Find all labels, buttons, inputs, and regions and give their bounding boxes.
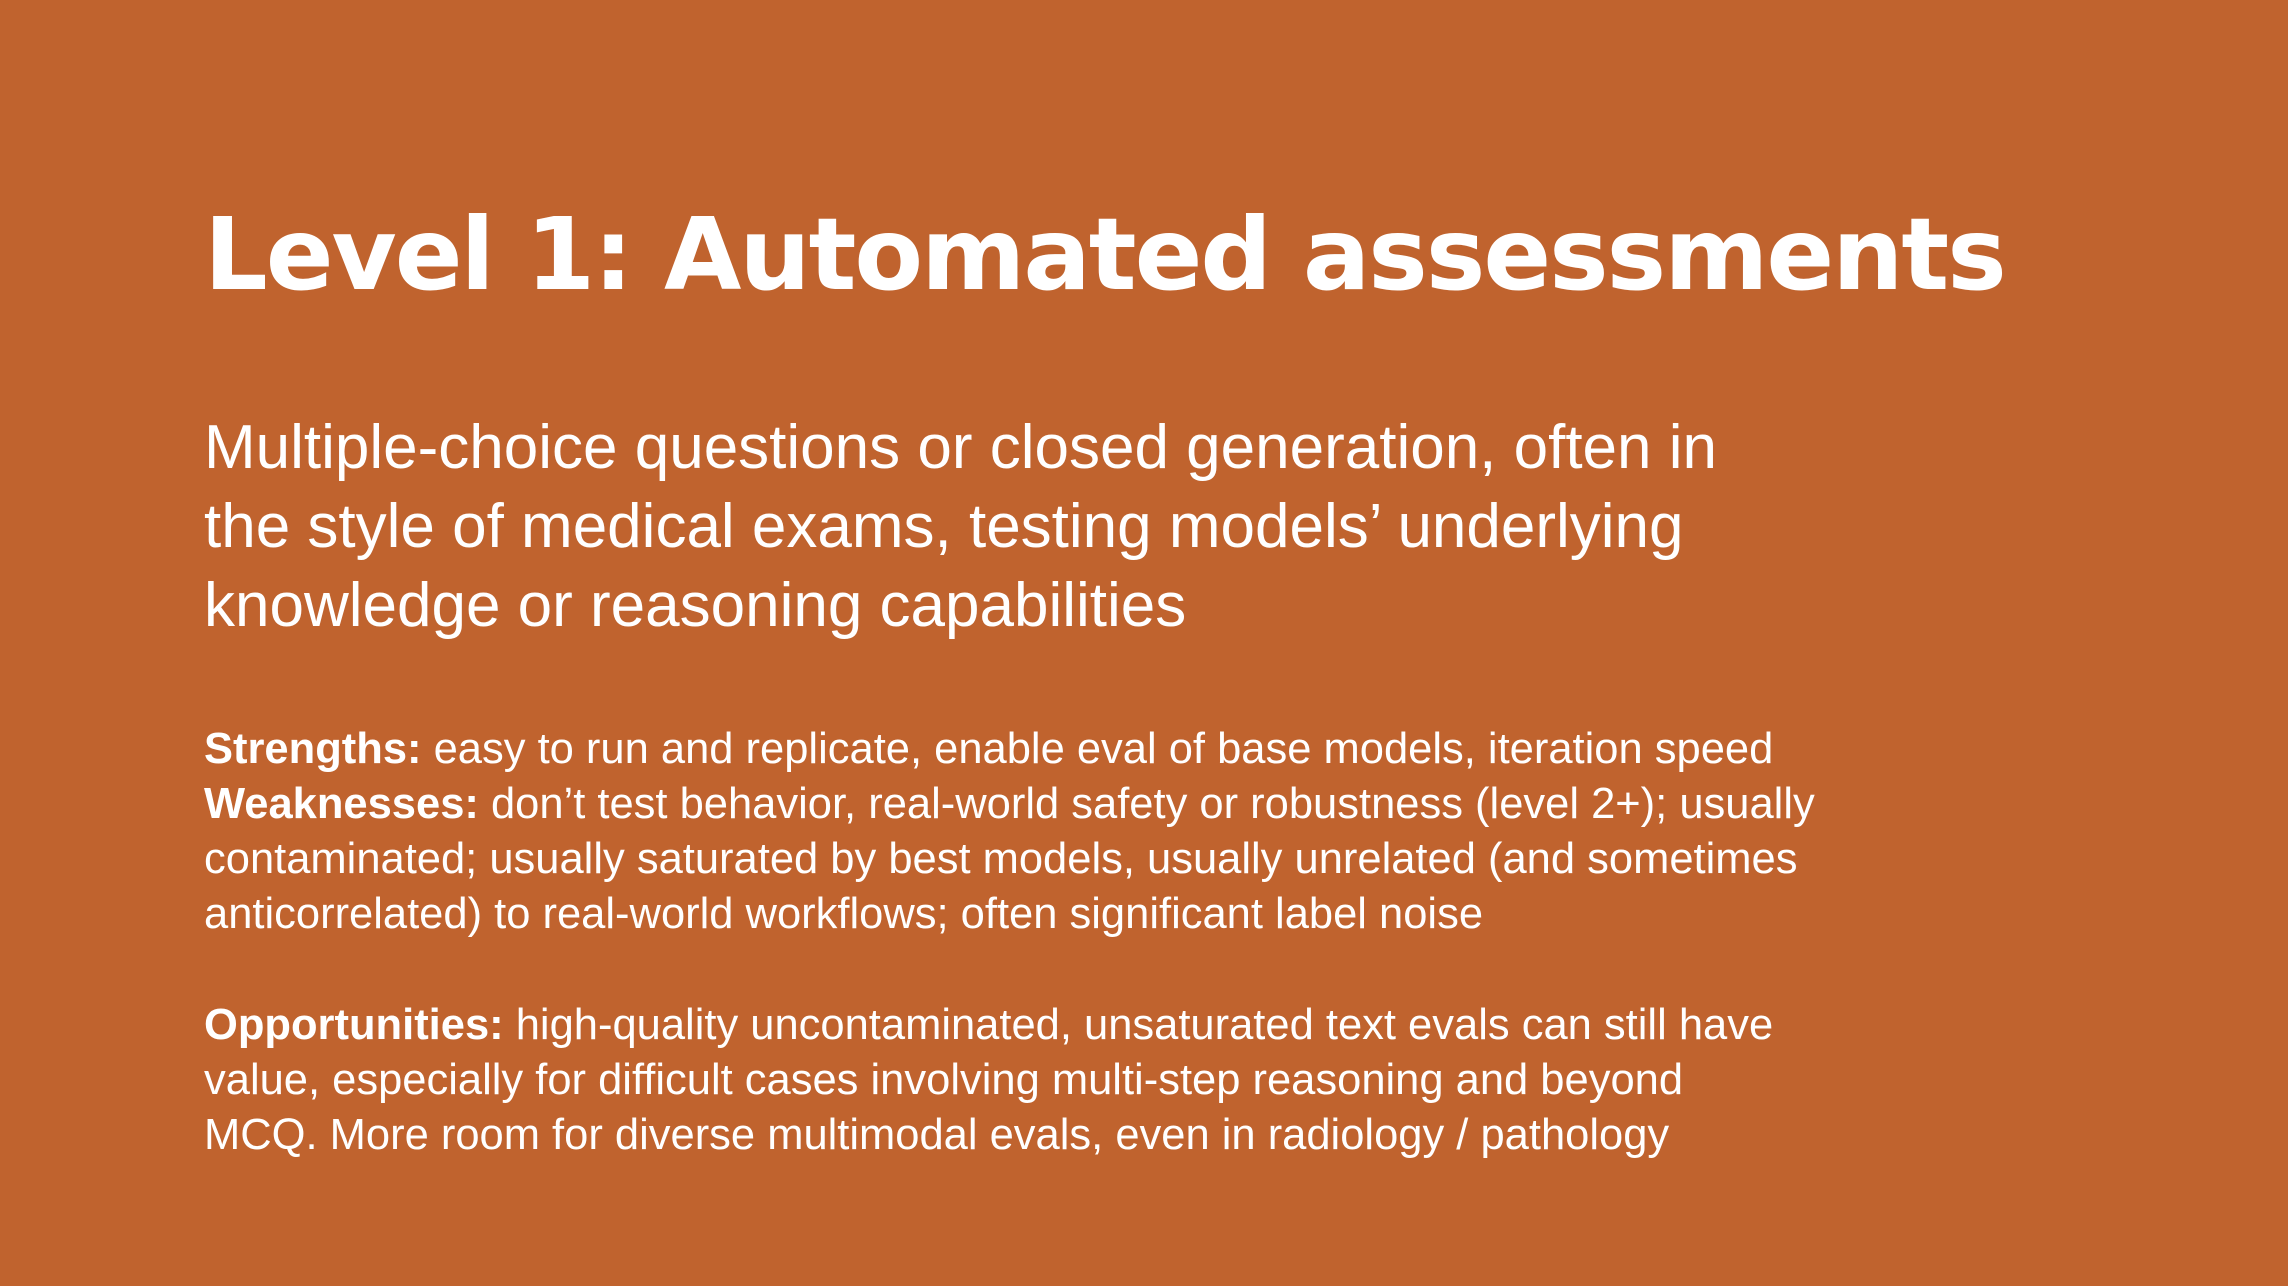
opportunities-block — [204, 998, 1984, 1163]
slide-title: Level 1: Automated assessments — [204, 196, 2005, 313]
subtitle-line: Multiple-choice questions or closed generation, often in — [204, 413, 1718, 482]
weaknesses-text: don’t test behavior, real-world safety or robustness (level 2+); usually — [490, 780, 1815, 828]
opportunities-line — [204, 998, 1984, 1053]
weaknesses-label: Weaknesses: — [204, 780, 479, 828]
opportunities-continuation: MCQ. More room for diverse multimodal evals, even in radiology / pathology — [204, 1111, 1670, 1159]
strengths-line — [204, 722, 1984, 777]
weaknesses-continuation: contaminated; usually saturated by best models, usually unrelated (and sometimes — [204, 835, 1798, 883]
weaknesses-line — [204, 777, 1984, 832]
subtitle-line: the style of medical exams, testing models’ underlying — [204, 492, 1684, 561]
weaknesses-continuation: anticorrelated) to real-world workflows; often significant label noise — [204, 890, 1484, 938]
strengths-weaknesses-block — [204, 722, 1984, 942]
strengths-text: easy to run and replicate, enable eval of base models, iteration speed — [433, 725, 1774, 773]
strengths-label: Strengths: — [204, 725, 422, 773]
subtitle-line: knowledge or reasoning capabilities — [204, 571, 1187, 640]
opportunities-text: high-quality uncontaminated, unsaturated text evals can still have — [515, 1001, 1774, 1049]
opportunities-label: Opportunities: — [204, 1001, 504, 1049]
slide-subtitle — [204, 408, 1904, 645]
opportunities-continuation: value, especially for difficult cases involving multi-step reasoning and beyond — [204, 1056, 1684, 1104]
